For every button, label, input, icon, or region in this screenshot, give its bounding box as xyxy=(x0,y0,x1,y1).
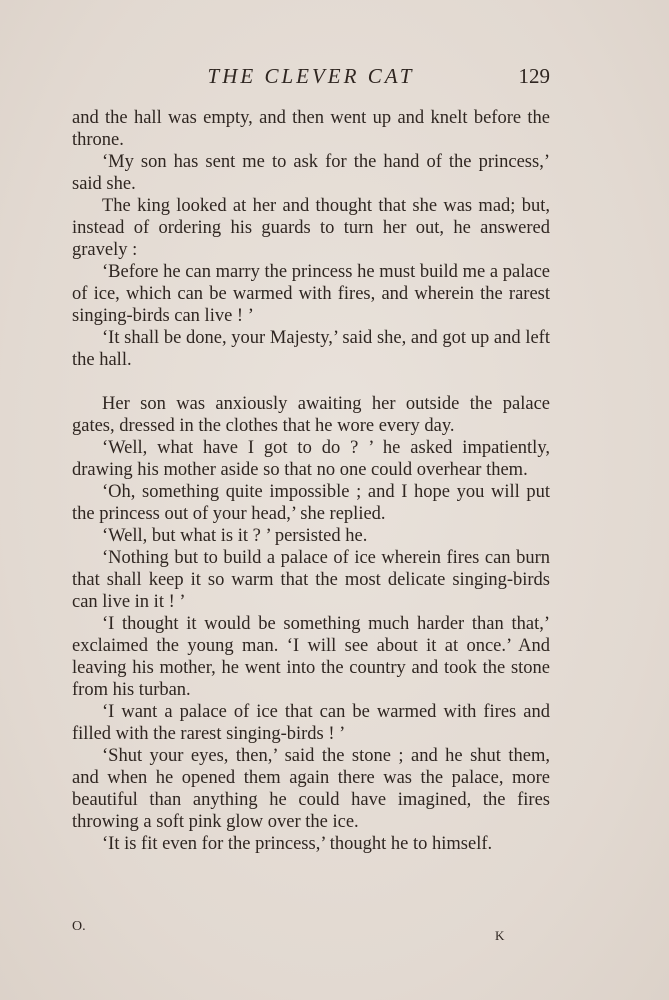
paragraph: ‘Oh, something quite impossible ; and I hope you will put the princess out of your head,’ she replied. xyxy=(72,482,550,524)
paragraph: The king looked at her and thought that she was mad; but, instead of ordering his guards to turn her out, he answered gravely : xyxy=(72,196,550,260)
paragraph: ‘I want a palace of ice that can be warmed with fires and filled with the rarest singing-birds ! ’ xyxy=(72,702,550,744)
paragraph: ‘I thought it would be something much harder than that,’ exclaimed the young man. ‘I will see about it at once.’ And leaving his mother, he went into the country and took the stone from his turban. xyxy=(72,614,550,700)
paragraph: ‘It is fit even for the princess,’ thought he to himself. xyxy=(102,834,493,854)
paragraph: ‘Before he can marry the princess he must build me a palace of ice, which can be warmed with fires, and wherein the rarest singing-birds can live ! ’ xyxy=(72,262,550,326)
signature-letter: K xyxy=(495,928,505,943)
paragraph: ‘Well, but what is it ? ’ persisted he. xyxy=(102,526,368,546)
page-number: 129 xyxy=(518,64,550,88)
body-text xyxy=(72,107,550,855)
paragraph: ‘It shall be done, your Majesty,’ said she, and got up and left the hall. xyxy=(72,328,550,370)
paragraph: Her son was anxiously awaiting her outside the palace gates, dressed in the clothes that he wore every day. xyxy=(72,394,550,436)
paragraph: and the hall was empty, and then went up and knelt before the throne. xyxy=(72,108,550,150)
printer-signature: O. xyxy=(72,919,86,934)
page-header xyxy=(72,64,550,94)
paragraph: ‘My son has sent me to ask for the hand of the princess,’ said she. xyxy=(72,152,550,194)
paragraph: ‘Nothing but to build a palace of ice wherein fires can burn that shall keep it so warm that the most delicate singing-birds can live in it ! ’ xyxy=(72,548,550,612)
paragraph: ‘Shut your eyes, then,’ said the stone ; and he shut them, and when he opened them again there was the palace, more beautiful than anything he could have imagined, the fires throwing a soft pink glow over the ice. xyxy=(72,746,550,832)
running-title: THE CLEVER CAT xyxy=(207,64,415,88)
paragraph: ‘Well, what have I got to do ? ’ he asked impatiently, drawing his mother aside so that no one could overhear them. xyxy=(72,438,550,480)
